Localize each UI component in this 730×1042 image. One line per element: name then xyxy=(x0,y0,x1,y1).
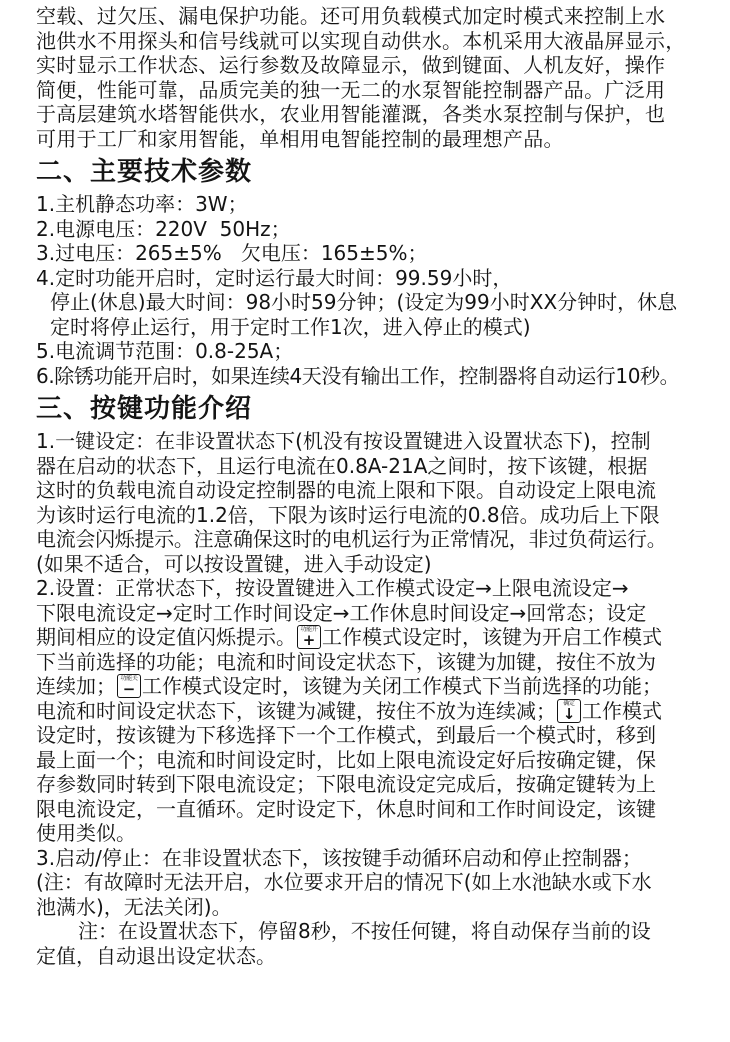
section-heading-key-functions: 三、按键功能介绍 xyxy=(36,394,253,424)
text-line: 池满水)，无法关闭)。 xyxy=(36,894,232,919)
section-heading-tech-params: 二、主要技术参数 xyxy=(36,157,253,187)
text-segment: 期间相应的设定值闪烁提示。 xyxy=(36,625,296,649)
param-line: 5.电流调节范围：0.8-25A； xyxy=(36,339,294,363)
plus-icon: + xyxy=(302,631,316,649)
intro-line: 池供水不用探头和信号线就可以实现自动供水。本机采用大液晶屏显示， xyxy=(36,28,686,53)
function-off-minus-key-icon xyxy=(117,674,141,698)
intro-line: 空载、过欠压、漏电保护功能。还可用负载模式加定时模式来控制上水 xyxy=(36,4,666,28)
confirm-down-key-icon xyxy=(557,699,581,723)
key-label: 功能关 xyxy=(120,675,138,682)
param-line: 定时将停止运行，用于定时工作1次，进入停止的模式) xyxy=(50,314,531,339)
key-label: 确定 xyxy=(563,699,575,707)
text-line: 器在启动的状态下，且运行电流在0.8A-21A之间时，按下该键，根据 xyxy=(36,453,648,478)
text-line: 为该时运行电流的1.2倍，下限为该时运行电流的0.8倍。成功后上下限 xyxy=(36,502,660,527)
minus-icon: − xyxy=(122,680,136,698)
arrow-down-icon: ↓ xyxy=(562,704,576,723)
tech-params-list xyxy=(36,192,710,388)
key-function-para-3 xyxy=(36,846,710,920)
param-line: 6.除锈功能开启时，如果连续4天没有输出工作，控制器将自动运行10秒。 xyxy=(36,363,680,388)
intro-line: 实时显示工作状态、运行参数及故障显示，做到键面、人机友好，操作 xyxy=(36,53,666,77)
text-line: 2.设置：正常状态下，按设置键进入工作模式设定→上限电流设定→ xyxy=(36,576,629,600)
text-segment: 工作模式 xyxy=(582,698,662,723)
text-segment: 电流和时间设定状态下，该键为减键，按住不放为连续减； xyxy=(36,698,556,723)
key-function-para-2 xyxy=(36,576,710,846)
text-line: 限电流设定，一直循环。定时设定下，休息时间和工作时间设定，该键 xyxy=(36,796,656,821)
function-on-plus-key-icon xyxy=(297,625,321,649)
intro-line: 于高层建筑水塔智能供水，农业用智能灌溉，各类水泵控制与保护，也 xyxy=(36,102,666,126)
param-line: 停止(休息)最大时间：98小时59分钟；(设定为99小时XX分钟时，休息 xyxy=(50,290,678,314)
settings-note xyxy=(36,919,710,968)
text-segment: 工作模式设定时，该键为关闭工作模式下当前选择的功能； xyxy=(142,674,662,698)
text-line: 最上面一个；电流和时间设定时，比如上限电流设定好后按确定键，保 xyxy=(36,747,656,772)
text-line: 这时的负载电流自动设定控制器的电流上限和下限。自动设定上限电流 xyxy=(36,478,656,502)
text-line: 下当前选择的功能；电流和时间设定状态下，该键为加键，按住不放为 xyxy=(36,649,656,674)
param-line: 1.主机静态功率：3W； xyxy=(36,192,248,216)
param-line: 3.过电压：265±5% 欠电压：165±5%； xyxy=(36,241,428,265)
param-line: 4.定时功能开启时，定时运行最大时间：99.59小时， xyxy=(36,265,513,290)
text-segment: 工作模式设定时，该键为开启工作模式 xyxy=(322,625,662,649)
text-line xyxy=(36,699,710,724)
text-line: 3.启动/停止：在非设置状态下，该按键手动循环启动和停止控制器； xyxy=(36,845,642,870)
intro-line: 简便，性能可靠，品质完美的独一无二的水泵智能控制器产品。广泛用 xyxy=(36,77,666,102)
intro-paragraph xyxy=(36,4,710,151)
intro-line: 可用于工厂和家用智能，单相用电智能控制的最理想产品。 xyxy=(36,126,564,151)
text-line: (如果不适合，可以按设置键，进入手动设定) xyxy=(36,551,432,576)
text-line xyxy=(36,674,710,699)
text-line: 下限电流设定→定时工作时间设定→工作休息时间设定→回常态；设定 xyxy=(36,600,647,625)
note-line: 定值，自动退出设定状态。 xyxy=(36,943,276,968)
text-line xyxy=(36,625,710,650)
param-line: 2.电源电压：220V 50Hz； xyxy=(36,216,291,241)
text-line: 1.一键设定：在非设置状态下(机没有按设置键进入设置状态下)，控制 xyxy=(36,429,651,453)
key-function-para-1 xyxy=(36,429,710,576)
text-line: 使用类似。 xyxy=(36,821,136,845)
text-line: 存参数同时转到下限电流设定；下限电流设定完成后，按确定键转为上 xyxy=(36,772,656,796)
text-line: 电流会闪烁提示。注意确保这时的电机运行为正常情况，非过负荷运行。 xyxy=(36,527,667,551)
key-label: 功能开 xyxy=(300,626,318,633)
note-line: 注：在设置状态下，停留8秒，不按任何键，将自动保存当前的设 xyxy=(78,919,651,943)
text-segment: 连续加； xyxy=(36,674,116,698)
text-line: (注：有故障时无法开启，水位要求开启的情况下(如上水池缺水或下水 xyxy=(36,870,652,894)
text-line: 设定时，按该键为下移选择下一个工作模式，到最后一个模式时，移到 xyxy=(36,723,656,747)
